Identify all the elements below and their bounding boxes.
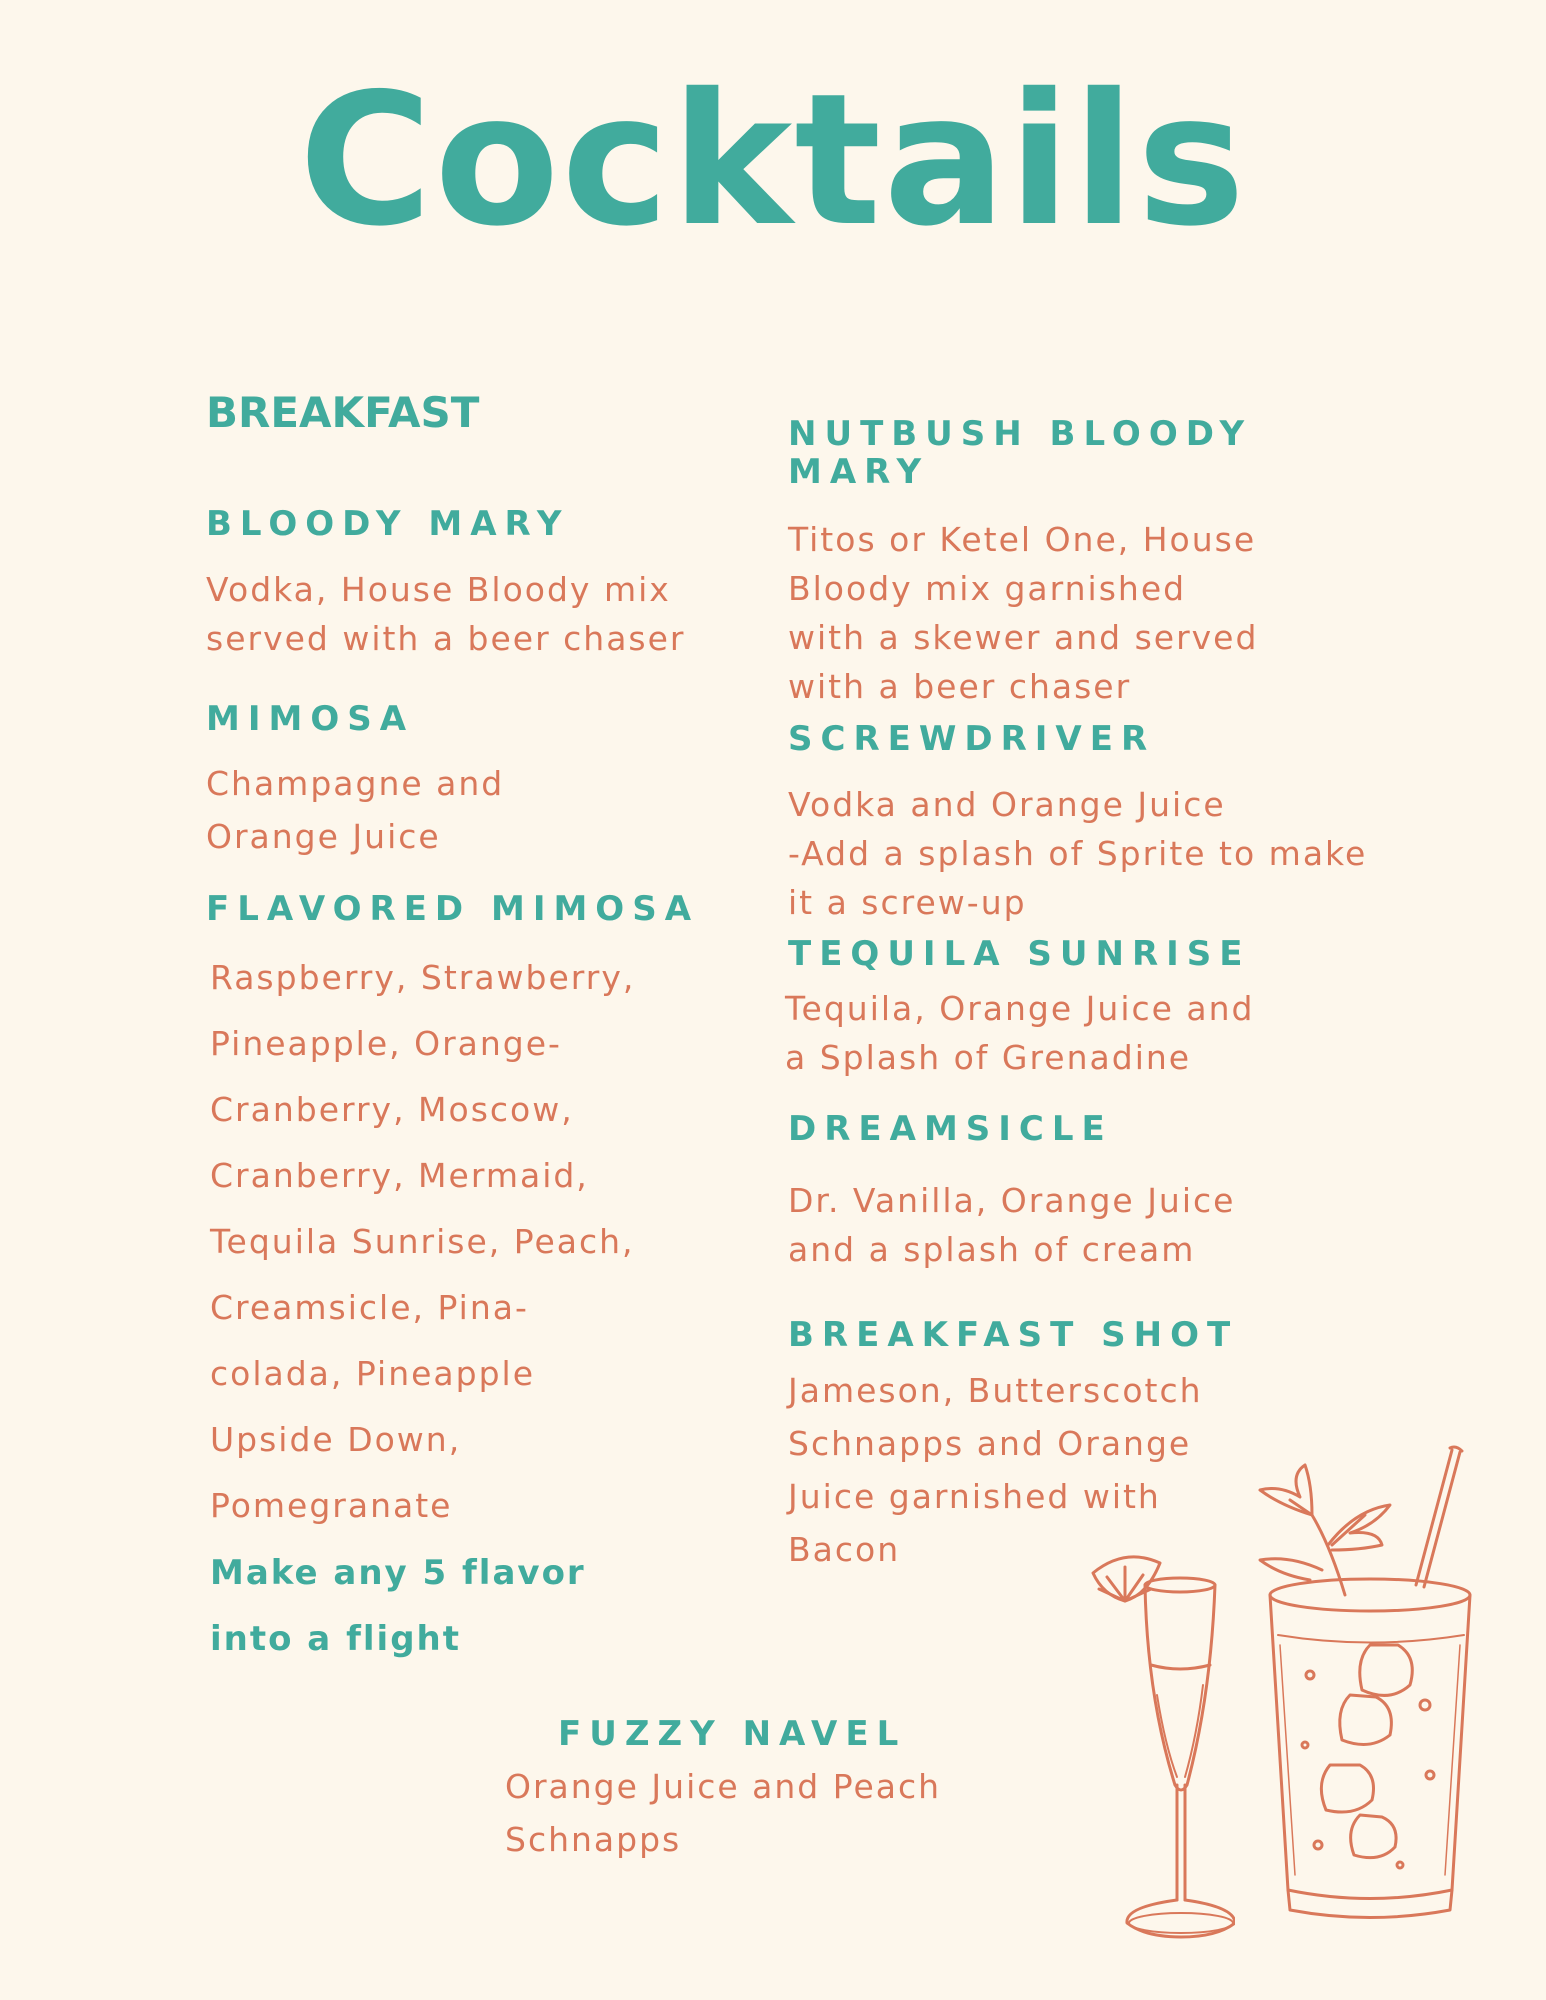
item-desc-mimosa: Champagne and Orange Juice	[206, 764, 505, 856]
item-desc-breakfast-shot: Jameson, Butterscotch Schnapps and Orange Juice garnished with Bacon	[788, 1371, 1203, 1569]
item-desc-fuzzy-navel: Orange Juice and Peach Schnapps	[505, 1767, 942, 1859]
item-desc-bloody-mary: Vodka, House Bloody mix served with a beer chaser	[206, 570, 686, 658]
item-desc-tequila-sunrise: Tequila, Orange Juice and a Splash of Grenadine	[785, 989, 1255, 1077]
item-name-flavored-mimosa: FLAVORED MIMOSA	[206, 889, 700, 929]
item-desc-screwdriver: Vodka and Orange Juice -Add a splash of Sprite to make it a screw-up	[788, 785, 1368, 922]
highball-glass-icon	[1250, 1445, 1500, 1925]
menu-title: Cocktails	[298, 54, 1248, 266]
section-heading-breakfast: BREAKFAST	[206, 388, 480, 437]
item-name-breakfast-shot: BREAKFAST SHOT	[788, 1315, 1239, 1355]
flight-note: Make any 5 flavor into a flight	[210, 1553, 586, 1659]
item-desc-nutbush-bloody-mary: Titos or Ketel One, House Bloody mix garnished with a skewer and served with a beer chaser	[788, 520, 1259, 706]
item-name-dreamsicle: DREAMSICLE	[788, 1109, 1113, 1149]
item-name-fuzzy-navel: FUZZY NAVEL	[558, 1714, 907, 1754]
item-name-screwdriver: SCREWDRIVER	[788, 719, 1156, 759]
item-desc-dreamsicle: Dr. Vanilla, Orange Juice and a splash of cream	[788, 1181, 1236, 1269]
item-name-tequila-sunrise: TEQUILA SUNRISE	[788, 934, 1251, 974]
item-desc-flavored-mimosa: Raspberry, Strawberry, Pineapple, Orange- Cranberry, Moscow, Cranberry, Mermaid, Tequila Sunrise, Peach, Creamsicle, Pina- colada, Pineapple Upside Down, Pomegranate	[210, 958, 636, 1525]
item-name-mimosa: MIMOSA	[206, 699, 415, 739]
item-name-bloody-mary: BLOODY MARY	[206, 504, 570, 544]
champagne-flute-icon	[1085, 1545, 1235, 1945]
item-name-nutbush-bloody-mary: NUTBUSH BLOODY MARY	[788, 414, 1253, 492]
